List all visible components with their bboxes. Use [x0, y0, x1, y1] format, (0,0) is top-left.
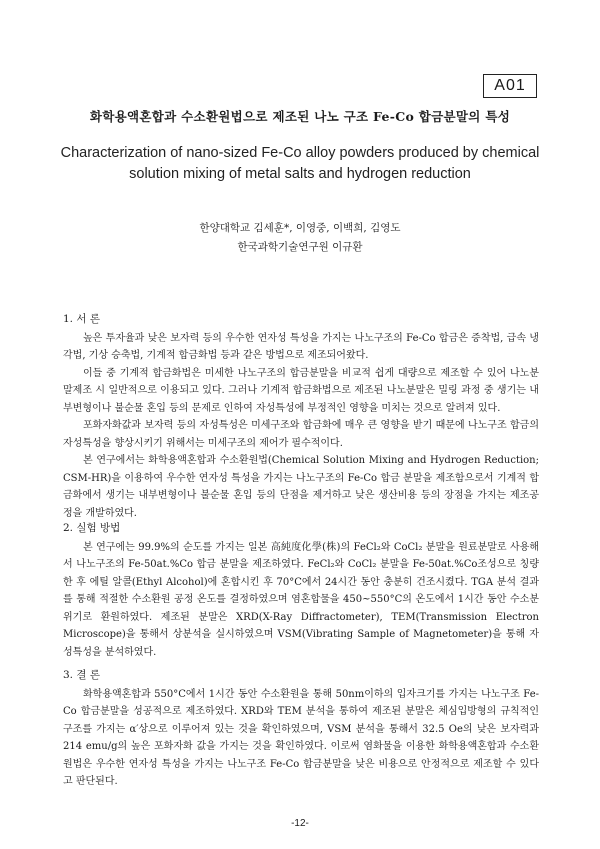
paragraph: 이들 중 기계적 합금화법은 미세한 나노구조의 합금분말을 비교적 쉽게 대량으로 제조할 수 있어 나노분말제조 시 일반적으로 이용되고 있다. 그러나 기계적 합금화법으로 제조된 나노분말은 밀링 과정 중 생기는 내부변형이나 불순물 혼입 등의 문제로 인하여 자성특성에 부정적인 영향을 미치는 것으로 알려져 있다.	[63, 367, 539, 414]
paragraph: 본 연구에서는 화학용액혼합과 수소환원법(Chemical Solution Mixing and Hydrogen Reduction; CSM-HR)을 이용하여 우수한 연자성 특성을 가지는 나노구조의 Fe-Co 합금 분말을 제조함으로서 기계적 합금화에서 생기는 내부변형이나 불순물 혼입 등의 단점을 제거하고 낮은 생산비용 등의 장점을 가지는 제조공정을 개발하였다.	[63, 455, 539, 519]
paragraph: 본 연구에는 99.9%의 순도를 가지는 일본 高純度化學(株)의 FeCl₂와 CoCl₂ 분말을 원료분말로 사용해서 나노구조의 Fe-50at.%Co 합금 분말을 제조하였다. FeCl₂와 CoCl₂ 분말을 Fe-50at.%Co조성으로 칭량한 후 에틸 알콜(Ethyl Alcohol)에 혼합시킨 후 70°C에서 24시간 동안 충분히 건조시켰다. TGA 분석 결과를 통해 적절한 수소환원 공정 온도를 결정하였으며 염혼합물을 450~550°C의 온도에서 1시간 동안 수소분위기로 환원하였다. 제조된 분말은 XRD(X-Ray Diffractometer), TEM(Transmission Electron Microscope)을 통해서 상분석을 실시하였으며 VSM(Vibrating Sample of Magnetometer)을 통해 자성특성을 분석하였다.	[63, 541, 539, 658]
author-line-hanyang: 한양대학교 김세훈*, 이영중, 이백희, 김영도	[199, 222, 401, 234]
english-title: Characterization of nano-sized Fe-Co alloy powders produced by chemical solution mixing of metal salts and hydrogen reduction	[60, 145, 540, 182]
page-number: -12-	[291, 818, 309, 829]
abstract-code-badge: A01	[483, 74, 537, 98]
section-introduction	[63, 311, 539, 522]
author-line-kist: 한국과학기술연구원 이규환	[237, 241, 363, 253]
section-heading: 2. 실험 방법	[63, 522, 121, 534]
author-block	[100, 219, 500, 257]
section-heading: 3. 결 론	[63, 669, 100, 681]
paragraph: 포화자화값과 보자력 등의 자성특성은 미세구조와 합금화에 매우 큰 영향을 받기 때문에 나노구조 합금의 자성특성을 향상시키기 위해서는 미세구조의 제어가 필수적이다.	[63, 420, 539, 449]
section-methods	[63, 520, 539, 661]
section-heading: 1. 서 론	[63, 313, 100, 325]
section-conclusion	[63, 667, 539, 791]
paragraph: 높은 투자율과 낮은 보자력 등의 우수한 연자성 특성을 가지는 나노구조의 Fe-Co 합금은 증착법, 급속 냉각법, 기상 승축법, 기계적 합금화법 등과 같은 방법으로 제조되어왔다.	[63, 332, 539, 361]
korean-title: 화학용액혼합과 수소환원법으로 제조된 나노 구조 Fe-Co 합금분말의 특성	[89, 109, 511, 124]
paragraph: 화학용액혼합과 550°C에서 1시간 동안 수소환원을 통해 50nm이하의 입자크기를 가지는 나노구조 Fe-Co 합금분말을 성공적으로 제조하였다. XRD와 TEM 분석을 통하여 제조된 분말은 체심입방형의 규칙적인 구조를 가지는 α′상으로 이루어져 있는 것을 확인하였으며, VSM 분석을 통해서 32.5 Oe의 낮은 보자력과 214 emu/g의 높은 포화자화 값을 가지는 것을 확인하였다. 이로써 염화물을 이용한 화학용액혼합과 수소환원법은 우수한 연자성 특성을 가지는 나노구조 Fe-Co 합금분말을 낮은 비용으로 안정적으로 제조할 수 있다고 판단된다.	[63, 688, 539, 787]
